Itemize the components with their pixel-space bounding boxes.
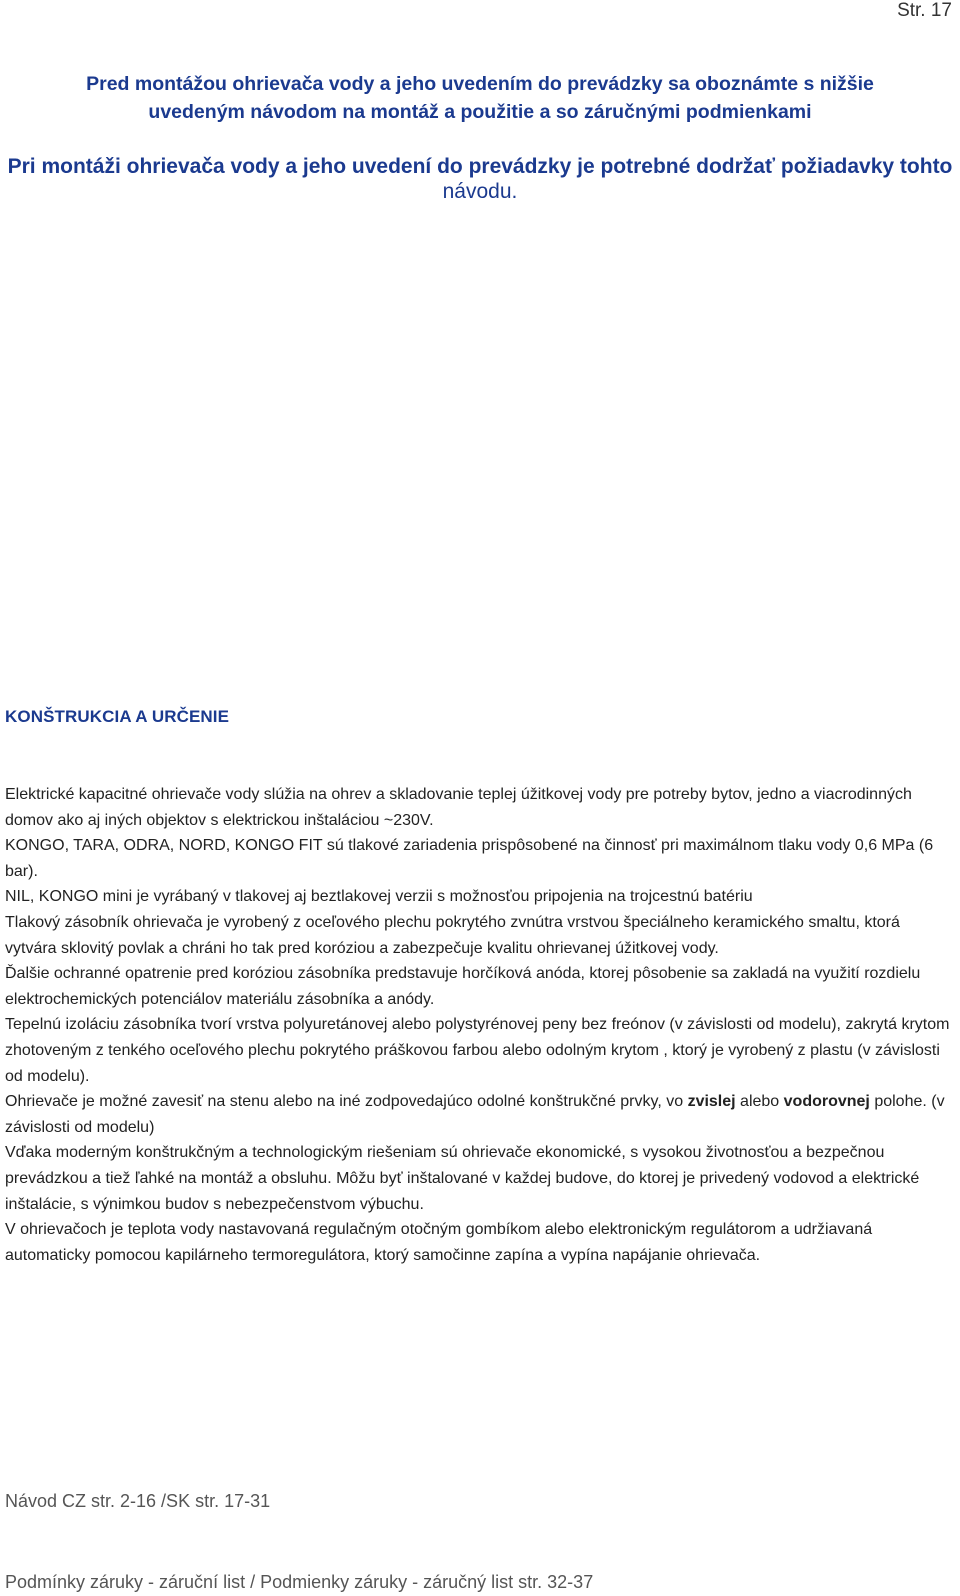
section-heading: KONŠTRUKCIA A URČENIE bbox=[5, 707, 230, 726]
installation-requirement-line-1: Pri montáži ohrievača vody a jeho uvedení do prevádzky je potrebné dodržať požiadavky tohto bbox=[7, 155, 953, 178]
page-number: Str. 17 bbox=[897, 0, 952, 21]
paragraph-benefits: Vďaka moderným konštrukčným a technologickým riešeniam sú ohrievače ekonomické, s vysokou životnosťou a bezpečnou prevádzkou a tiež ľahké na montáž a obsluhu. Môžu byť inštalované v každej budove, do ktorej je privedený vodovod a elektrické inštalácie, s výnimkou budov s nebezpečenstvom výbuchu. bbox=[5, 1144, 920, 1213]
mounting-horizontal: vodorovnej bbox=[783, 1093, 870, 1111]
installation-requirement-notice bbox=[0, 154, 960, 204]
paragraph-anode: Ďalšie ochranné opatrenie pred koróziou zásobníka predstavuje horčíková anóda, ktorej pôsobenie sa zakladá na využití rozdielu elektrochemických potenciálov materiálu zásobníka a anódy. bbox=[5, 965, 921, 1008]
mounting-text-1: Ohrievače je možné zavesiť na stenu alebo na iné zodpovedajúco odolné konštrukčné prvky, vo bbox=[5, 1093, 688, 1111]
footer-warranty-pages: Podmínky záruky - záruční list / Podmienky záruky - záručný list str. 32-37 bbox=[5, 1572, 594, 1592]
footer-manual-pages: Návod CZ str. 2-16 /SK str. 17-31 bbox=[5, 1491, 271, 1511]
mounting-text-2: alebo bbox=[735, 1093, 784, 1111]
paragraph-purpose: Elektrické kapacitné ohrievače vody slúžia na ohrev a skladovanie teplej úžitkovej vody pre potreby bytov, jedno a viacrodinných domov ako aj iných objektov s elektrickou inštaláciou ~230V. bbox=[5, 786, 912, 829]
installation-requirement-line-2: návodu. bbox=[442, 180, 518, 203]
paragraph-temperature-control: V ohrievačoch je teplota vody nastavovaná regulačným otočným gombíkom alebo elektronickým regulátorom a udržiavaná automaticky pomocou kapilárneho termoregulátora, ktorý samočinne zapína a vypína napájanie ohrievača. bbox=[5, 1221, 873, 1264]
paragraph-tank-enamel: Tlakový zásobník ohrievača je vyrobený z oceľového plechu pokrytého zvnútra vrstvou špeciálneho keramického smaltu, ktorá vytvára sklovitý povlak a chráni ho tak pred koróziou a zabezpečuje kvalitu ohrievanej úžitkovej vody. bbox=[5, 913, 900, 957]
paragraph-nil-kongo-mini: NIL, KONGO mini je vyrábaný v tlakovej aj beztlakovej verzii s možnosťou pripojenia na trojcestnú batériu bbox=[5, 888, 753, 906]
paragraph-mounting bbox=[5, 1089, 950, 1140]
mounting-text-3: polohe. (v závislosti od modelu) bbox=[5, 1093, 945, 1136]
intro-notice-line-2: uvedeným návodom na montáž a použitie a so záručnými podmienkami bbox=[148, 101, 812, 123]
intro-notice bbox=[0, 70, 960, 126]
section-body bbox=[5, 782, 950, 1268]
intro-notice-line-1: Pred montážou ohrievača vody a jeho uvedením do prevádzky sa oboznámte s nižšie bbox=[86, 73, 874, 95]
paragraph-insulation: Tepelnú izoláciu zásobníka tvorí vrstva polyuretánovej alebo polystyrénovej peny bez freónov (v závislosti od modelu), zakrytá krytom zhotoveným z tenkého oceľového plechu pokrytého práškovou farbou alebo odolným krytom , ktorý je vyrobený z plastu (v závislosti od modelu). bbox=[5, 1016, 950, 1085]
mounting-vertical: zvislej bbox=[687, 1093, 736, 1111]
paragraph-pressure-models: KONGO, TARA, ODRA, NORD, KONGO FIT sú tlakové zariadenia prispôsobené na činnosť pri maximálnom tlaku vody 0,6 MPa (6 bar). bbox=[5, 837, 934, 880]
